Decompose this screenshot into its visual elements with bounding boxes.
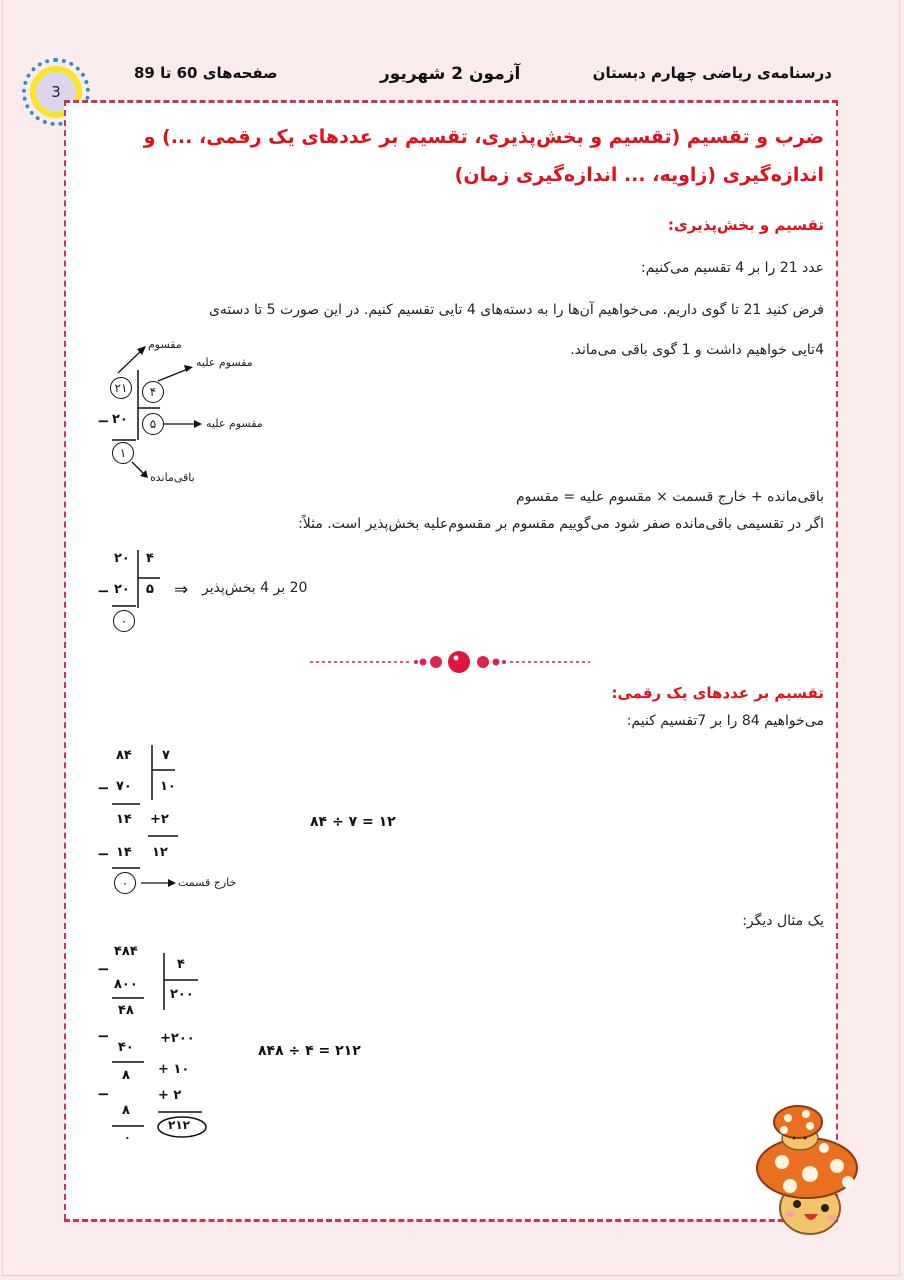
dividend-circle: ۲۱ (110, 377, 132, 399)
step-product-2: ۱۴ (116, 845, 132, 860)
product: ۲۰ (114, 582, 130, 597)
divisor: ۴ (146, 551, 154, 566)
partial-quotient-2: + ۱۰ (158, 1062, 190, 1077)
page-number: 3 (30, 66, 82, 118)
implies-arrow: ⇒ (174, 580, 189, 600)
remainder-1: ۴۸ (118, 1003, 134, 1018)
divisor: ۷ (162, 748, 170, 763)
exam-title: آزمون 2 شهریور (380, 64, 521, 84)
conclusion: 20 بر 4 بخش‌پذیر (202, 580, 308, 596)
partial-quotient-1-sum: +۲۰۰ (160, 1031, 195, 1046)
remainder-circle: ۰ (114, 872, 136, 894)
pages-range: صفحه‌های 60 تا 89 (134, 64, 278, 82)
remainder-circle: ۱ (112, 442, 134, 464)
label-dividend: مقسوم (148, 338, 182, 351)
section-heading-divisibility: تقسیم و بخش‌پذیری: (668, 216, 824, 234)
section-heading-single-digit: تقسیم بر عددهای یک رقمی: (611, 684, 824, 702)
paragraph: 4تایی خواهیم داشت و 1 گوی باقی می‌ماند. (570, 342, 824, 358)
remainder-circle: ۰ (113, 610, 135, 632)
step-product-1: ۸۰۰ (114, 977, 138, 992)
minus-sign: − (97, 582, 110, 600)
paragraph: می‌خواهیم 84 را بر 7تقسیم کنیم: (626, 713, 824, 729)
label-quotient: مقسوم علیه (206, 417, 263, 430)
dividend: ۲۰ (114, 551, 130, 566)
booklet-title: درسنامه‌ی ریاضی چهارم دبستان (592, 64, 832, 82)
paragraph: فرض کنید 21 تا گوی داریم. می‌خواهیم آن‌ها را به دسته‌های 4 تایی تقسیم کنیم. در این صورت 5 تا دسته‌ی (208, 302, 824, 318)
divisor: ۴ (177, 957, 185, 972)
page-title: ضرب و تقسیم (تقسیم و بخش‌پذیری، تقسیم بر عددهای یک رقمی، ...) و اندازه‌گیری (زاویه، ... اندازه‌گیری زمان) (143, 126, 824, 186)
quotient-circle: ۵ (142, 413, 164, 435)
minus-sign: − (97, 779, 110, 797)
step-product-3: ۸ (122, 1103, 130, 1118)
step-product-1: ۷۰ (116, 779, 132, 794)
step-product-2: ۴۰ (118, 1040, 134, 1055)
minus-sign: − (97, 1027, 110, 1045)
remainder-2: ۸ (122, 1068, 130, 1083)
formula: باقی‌مانده + خارج قسمت × مقسوم علیه = مقسوم (515, 489, 824, 505)
partial-quotient-1: ۱۰ (160, 779, 176, 794)
label-divisor: مقسوم علیه (196, 356, 253, 369)
minus-sign: − (97, 845, 110, 863)
dividend: ۴۸۴ (114, 944, 138, 959)
minus-sign: − (97, 960, 110, 978)
dividend: ۸۴ (116, 748, 132, 763)
partial-quotient-3: + ۲ (158, 1088, 182, 1103)
quotient-circled: ۲۱۲ (168, 1118, 190, 1132)
partial-quotient-2: +۲ (150, 812, 169, 827)
quotient: ۵ (146, 582, 154, 597)
product: ۲۰ (112, 412, 128, 427)
label-remainder: باقی‌مانده (150, 471, 195, 484)
paragraph: عدد 21 را بر 4 تقسیم می‌کنیم: (641, 260, 824, 276)
divisor-circle: ۴ (142, 381, 164, 403)
label-quotient: خارج قسمت (178, 876, 237, 889)
equation: ۸۴ ÷ ۷ = ۱۲ (310, 814, 396, 830)
equation: ۸۴۸ ÷ ۴ = ۲۱۲ (258, 1043, 361, 1059)
minus-sign: − (97, 412, 110, 430)
rule-text: اگر در تقسیمی باقی‌مانده صفر شود می‌گوییم مقسوم بر مقسوم‌علیه بخش‌پذیر است. مثلاً: (298, 516, 824, 532)
minus-sign: − (97, 1085, 110, 1103)
remainder: ۰ (124, 1131, 131, 1144)
remainder-1: ۱۴ (116, 812, 132, 827)
mushroom-mascot-icon (752, 1098, 862, 1238)
another-example: یک مثال دیگر: (742, 913, 824, 929)
quotient: ۱۲ (152, 845, 168, 860)
partial-quotient-1: ۲۰۰ (170, 987, 194, 1002)
